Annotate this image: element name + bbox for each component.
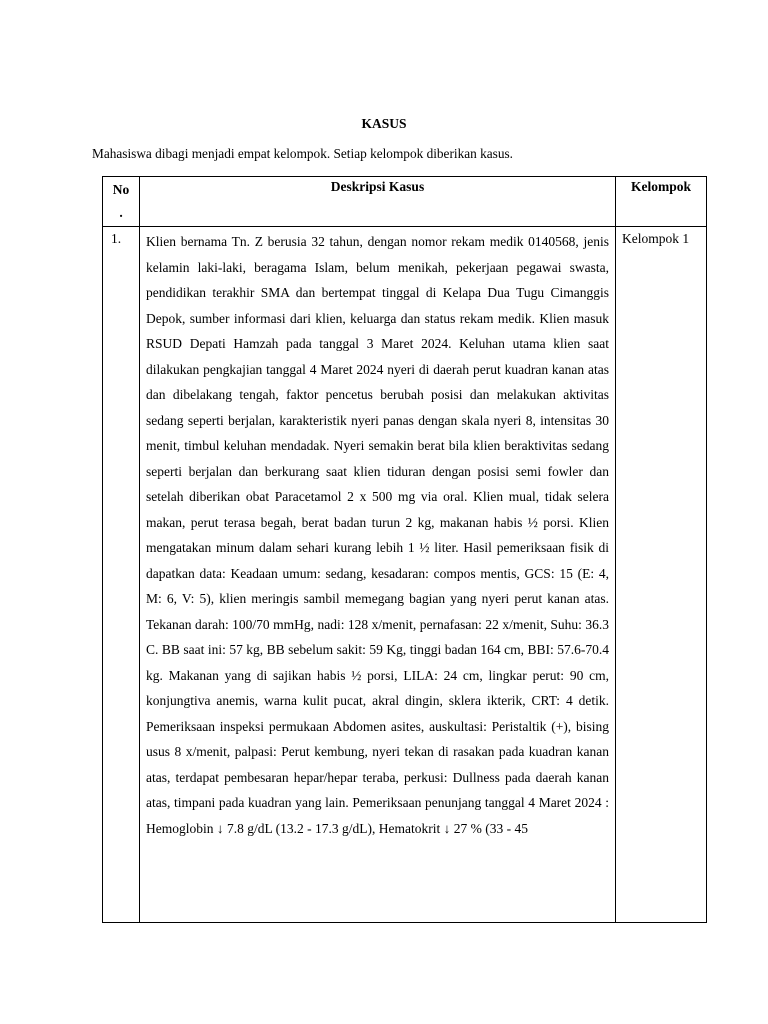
case-description: Klien bernama Tn. Z berusia 32 tahun, dengan nomor rekam medik 0140568, jenis kelamin laki-laki, beragama Islam, belum menikah, pekerjaan pegawai swasta, pendidikan terakhir SMA dan bertempat tinggal di Kelapa Dua Tugu Cimanggis Depok, sumber informasi dari klien, keluarga dan status rekam medik. Klien masuk RSUD Depati Hamzah pada tanggal 3 Maret 2024. Keluhan utama klien saat dilakukan pengkajian tanggal 4 Maret 2024 nyeri di daerah perut kuadran kanan atas dan dibelakang tengah, faktor pencetus berubah posisi dan melakukan aktivitas sedang seperti berjalan, karakteristik nyeri panas dengan skala nyeri 8, intensitas 30 menit, timbul keluhan mendadak. Nyeri semakin berat bila klien beraktivitas sedang seperti berjalan dan berkurang saat klien tiduran dengan posisi semi fowler dan setelah diberikan obat Paracetamol 2 x 500 mg via oral. Klien mual, tidak selera makan, perut terasa begah, berat badan turun 2 kg, makanan habis ½ porsi. Klien mengatakan minum dalam sehari kurang lebih 1 ½ liter. Hasil pemeriksaan fisik di dapatkan data: Keadaan umum: sedang, kesadaran: compos mentis, GCS: 15 (E: 4, M: 6, V: 5), klien meringis sambil memegang bagian yang nyeri perut kanan atas. Tekanan darah: 100/70 mmHg, nadi: 128 x/menit, pernafasan: 22 x/menit, Suhu: 36.3 C. BB saat ini: 57 kg, BB sebelum sakit: 59 Kg, tinggi badan 164 cm, BBI: 57.6-70.4 kg. Makanan yang di sajikan habis ½ porsi, LILA: 24 cm, lingkar perut: 90 cm, konjungtiva anemis, warna kulit pucat, akral dingin, sklera ikterik, CRT: 4 detik. Pemeriksaan inspeksi permukaan Abdomen asites, auskultasi: Peristaltik (+), bising usus 8 x/menit, palpasi: Perut kembung, nyeri tekan di rasakan pada kuadran kanan atas, terdapat pembesaran hepar/hepar teraba, perkusi: Dullness pada daerah kanan atas, timpani pada kuadran yang lain. Pemeriksaan penunjang tanggal 4 Maret 2024 : Hemoglobin ↓ 7.8 g/dL (13.2 - 17.3 g/dL), Hematokrit ↓ 27 % (33 - 45: [146, 234, 609, 836]
intro-paragraph: Mahasiswa dibagi menjadi empat kelompok. Setiap kelompok diberikan kasus.: [92, 146, 513, 161]
table-header-row: [103, 177, 707, 227]
row-group: Kelompok 1: [616, 227, 707, 923]
document-title: KASUS: [361, 116, 407, 131]
case-description-cell: [140, 227, 616, 923]
row-number: 1.: [103, 227, 140, 923]
header-no-label: No .: [112, 182, 130, 220]
header-description: Deskripsi Kasus: [140, 177, 616, 227]
table-row: [103, 227, 707, 923]
header-group: Kelompok: [616, 177, 707, 227]
header-no: [103, 177, 140, 227]
case-table: [102, 176, 707, 923]
